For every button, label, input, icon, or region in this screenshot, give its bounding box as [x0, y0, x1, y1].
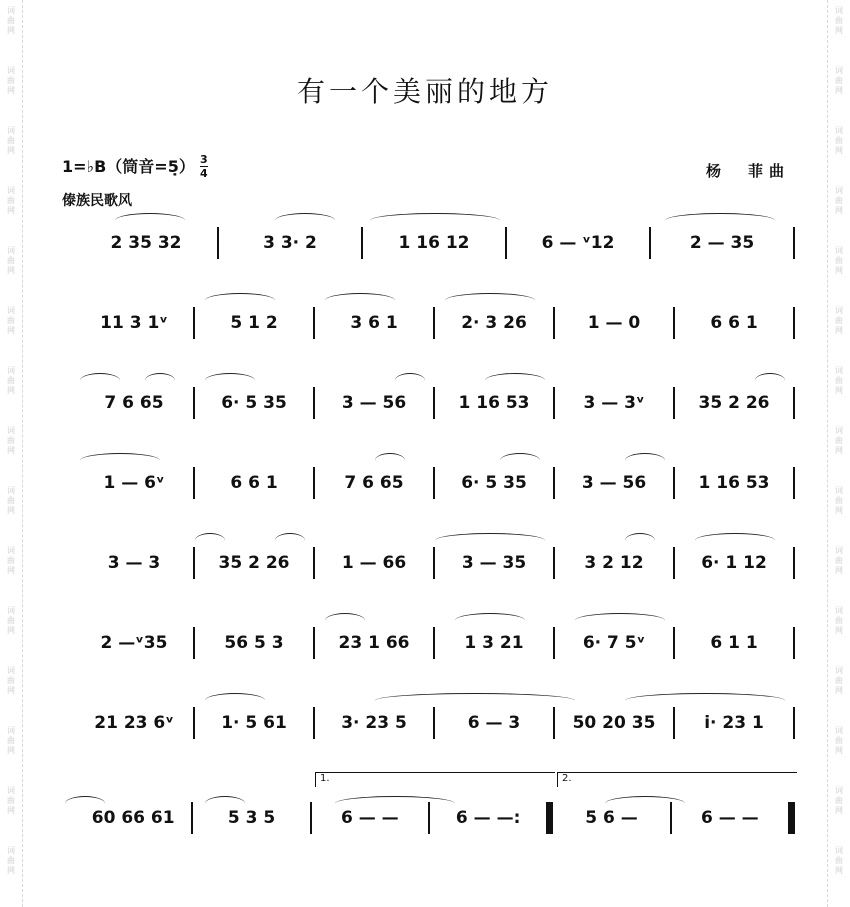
watermark-text: 词 曲 网: [835, 426, 843, 455]
measure: 6· 1 12: [701, 553, 767, 573]
measure: 3 3· 2: [263, 233, 317, 253]
measure: 50 20 35: [572, 713, 656, 733]
volta-bracket-2: 2.: [557, 772, 797, 787]
final-barline: [788, 802, 795, 834]
watermark-text: 词 曲 网: [835, 306, 843, 335]
measure: 7 6 65: [104, 393, 164, 413]
measure: 6· 5 35: [221, 393, 287, 413]
watermark-text: 词 曲 网: [835, 186, 843, 215]
watermark-text: 词 曲 网: [835, 726, 843, 755]
watermark-text: 词 曲 网: [835, 666, 843, 695]
measure: 6 6 1: [710, 313, 758, 333]
staff-line-5: [75, 525, 795, 595]
measure: 6· 5 35: [461, 473, 527, 493]
barline: [793, 227, 795, 259]
measure: 35 2 26: [218, 553, 290, 573]
measure: 2 — 35: [689, 233, 755, 253]
measure: 1 16 53: [458, 393, 530, 413]
barline: [793, 707, 795, 739]
staff-line-6: [75, 605, 795, 675]
measure: 6· 7 5ᵛ: [582, 633, 646, 653]
time-signature-top: 3: [200, 153, 208, 166]
staff-line-2: [75, 285, 795, 355]
volta-bracket-1: 1.: [315, 772, 555, 787]
watermark-text: 词 曲 网: [7, 306, 15, 335]
watermark-text: 词 曲 网: [7, 126, 15, 155]
staff-line-3: [75, 365, 795, 435]
staff-line-7: [75, 685, 795, 755]
barline: [793, 467, 795, 499]
measure: 60 66 61: [91, 808, 175, 828]
watermark-text: 词 曲 网: [7, 186, 15, 215]
measure: i· 23 1: [704, 713, 764, 733]
barline: [793, 627, 795, 659]
measure-row: [75, 225, 795, 261]
watermark-text: 词 曲 网: [7, 846, 15, 875]
measure: 56 5 3: [224, 633, 284, 653]
composer-credit: 杨 菲曲: [705, 162, 790, 180]
watermark-left: [0, 0, 23, 907]
measure: 6 — —: [700, 808, 759, 828]
measure: 3 — 3: [107, 553, 161, 573]
measure: 3 6 1: [350, 313, 398, 333]
measure: 23 1 66: [338, 633, 410, 653]
measure: 7 6 65: [344, 473, 404, 493]
measure: 3 — 3ᵛ: [583, 393, 645, 413]
watermark-text: 词 曲 网: [835, 6, 843, 35]
watermark-text: 词 曲 网: [835, 606, 843, 635]
measure: 5 3 5: [227, 808, 276, 828]
watermark-text: 词 曲 网: [7, 426, 15, 455]
watermark-text: 词 曲 网: [835, 786, 843, 815]
measure: 3 2 12: [584, 553, 644, 573]
measure: 3 — 56: [581, 473, 647, 493]
watermark-text: 词 曲 网: [7, 66, 15, 95]
measure: 2· 3 26: [461, 313, 527, 333]
measure: 6 1 1: [710, 633, 758, 653]
measure: 1 — 66: [341, 553, 407, 573]
measure-row: [75, 305, 795, 341]
watermark-right: [827, 0, 850, 907]
measure: 2 —ᵛ35: [100, 633, 168, 653]
measure: 21 23 6ᵛ: [94, 713, 174, 733]
watermark-text: 词 曲 网: [7, 546, 15, 575]
measure-row: [75, 705, 795, 741]
style-label: 傣族民歌风: [62, 193, 132, 209]
measure: 35 2 26: [698, 393, 770, 413]
watermark-text: 词 曲 网: [7, 666, 15, 695]
watermark-text: 词 曲 网: [835, 126, 843, 155]
measure: 2 35 32: [110, 233, 182, 253]
watermark-text: 词 曲 网: [835, 66, 843, 95]
watermark-text: 词 曲 网: [7, 786, 15, 815]
watermark-text: 词 曲 网: [835, 246, 843, 275]
staff-line-1: [75, 205, 795, 275]
measure: 6 — —:: [455, 808, 521, 828]
watermark-text: 词 曲 网: [835, 486, 843, 515]
measure: 6 6 1: [230, 473, 278, 493]
barline: [793, 547, 795, 579]
watermark-text: 词 曲 网: [835, 546, 843, 575]
staff-line-4: [75, 445, 795, 515]
measure-row: [75, 465, 795, 501]
watermark-text: 词 曲 网: [7, 726, 15, 755]
watermark-text: 词 曲 网: [7, 606, 15, 635]
time-signature: [200, 154, 208, 179]
measure: 3· 23 5: [341, 713, 407, 733]
watermark-text: 词 曲 网: [835, 846, 843, 875]
measure-row: [75, 545, 795, 581]
measure-row: [75, 625, 795, 661]
measure: 1 — 0: [587, 313, 641, 333]
watermark-text: 词 曲 网: [7, 246, 15, 275]
measure-row: [75, 385, 795, 421]
watermark-text: 词 曲 网: [7, 366, 15, 395]
measure: 3 — 56: [341, 393, 407, 413]
measure: 1 — 6ᵛ: [103, 473, 165, 493]
measure: 1 16 53: [698, 473, 770, 493]
repeat-barline: [546, 802, 553, 834]
measure: 11 3 1ᵛ: [100, 313, 168, 333]
barline: [793, 307, 795, 339]
measure-row: [75, 800, 795, 836]
measure: 6 — ᵛ12: [541, 233, 615, 253]
measure: 3 — 35: [461, 553, 527, 573]
watermark-text: 词 曲 网: [7, 6, 15, 35]
measure: 6 — 3: [467, 713, 521, 733]
measure: 1· 5 61: [221, 713, 287, 733]
measure: 5 1 2: [230, 313, 278, 333]
staff-line-8: [75, 770, 795, 840]
key-signature: 1=♭B（筒音=5̣）: [62, 157, 195, 176]
measure: 1 16 12: [398, 233, 470, 253]
measure: 6 — —: [340, 808, 399, 828]
measure: 1 3 21: [464, 633, 524, 653]
watermark-text: 词 曲 网: [835, 366, 843, 395]
watermark-text: 词 曲 网: [7, 486, 15, 515]
barline: [793, 387, 795, 419]
song-title: 有一个美丽的地方: [296, 75, 553, 108]
time-signature-bottom: 4: [200, 167, 208, 180]
measure: 5 6 —: [585, 808, 638, 828]
